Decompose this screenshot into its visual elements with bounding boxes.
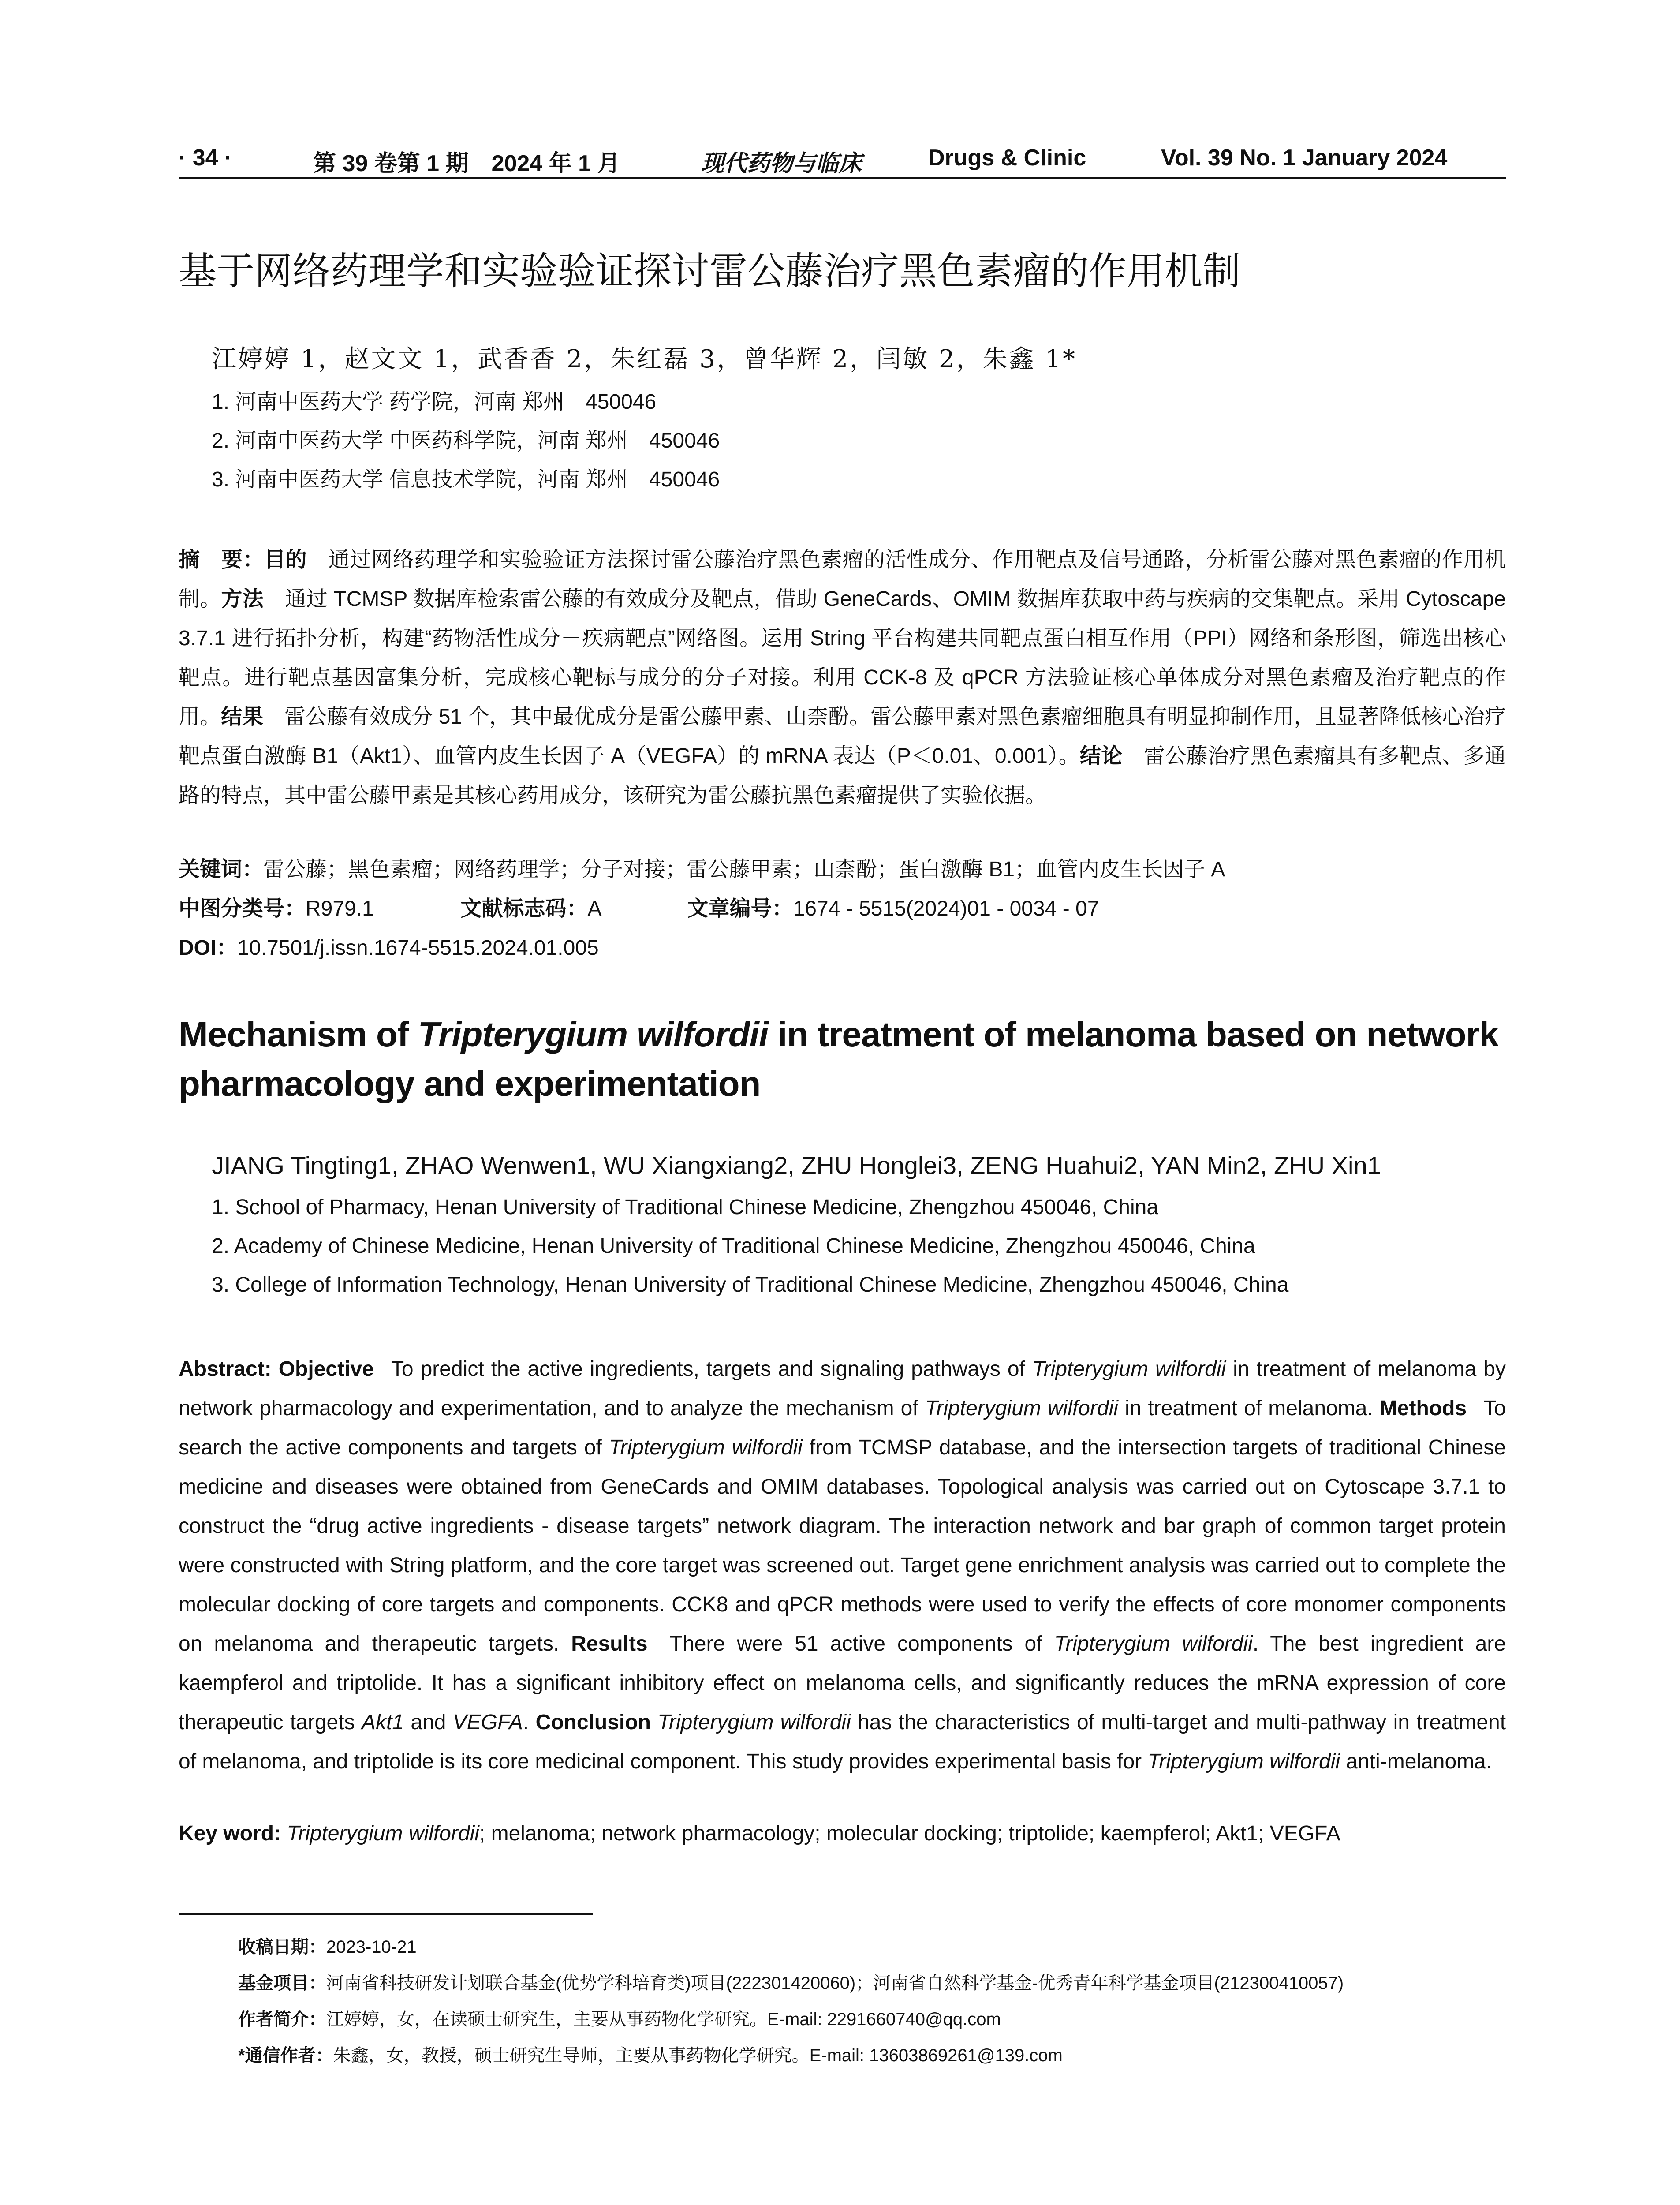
objective-en: To predict the active ingredients, targets and signaling pathways of [391,1357,1025,1381]
methods-cn: 通过 TCMSP 数据库检索雷公藤的有效成分及靶点，借助 GeneCards、OMIM 数据库获取中药与疾病的交集靶点。采用 Cytoscape 3.7.1 进行拓扑分析，构建“药物活性成分－疾病靶点”网络图。运用 String 平台构建共同靶点蛋白相互作用（PPI）网络和条形图，筛选出核心靶点。进行靶点基因富集分析，完成核心靶标与成分的分子对接。利用 CCK-8 及 qPCR 方法验证核心单体成分对黑色素瘤及治疗靶点的作用。 [179,587,1506,729]
conclusion-cn: 雷公藤治疗黑色素瘤具有多靶点、多通路的特点，其中雷公藤甲素是其核心药用成分，该研究为雷公藤抗黑色素瘤提供了实验依据。 [179,744,1506,807]
doi-label: DOI： [179,936,238,960]
species-name: Tripterygium wilfordii [287,1822,479,1845]
methods-cn-label: 方法 [221,587,264,611]
running-header [179,140,1506,189]
clc-label: 中图分类号： [179,897,306,920]
methods-en: To search the active components and targets of [179,1397,1506,1459]
author-bio: 江婷婷，女，在读硕士研究生，主要从事药物化学研究。E-mail: 2291660740@qq.com [326,2010,1001,2029]
species-name: Tripterygium wilfordii [609,1436,803,1459]
results-en: and [411,1711,446,1734]
footnote-author [238,2005,1001,2030]
title-en-species: Tripterygium wilfordii [418,1015,769,1054]
keywords-cn [179,852,1225,882]
species-name: Tripterygium wilfordii [1054,1632,1253,1656]
gene-akt1: Akt1 [361,1711,404,1734]
results-en: . The best ingredient are kaempferol and triptolide. It has a significant inhibitory effect on melanoma cells, and significantly reduces the mRNA expression of core therapeutic targets [179,1632,1506,1734]
results-en-label: Results [571,1632,648,1656]
results-cn: 雷公藤有效成分 51 个，其中最优成分是雷公藤甲素、山柰酚。雷公藤甲素对黑色素瘤细胞具有明显抑制作用，且显著降低核心治疗靶点蛋白激酶 B1（Akt1）、血管内皮生长因子 A（VEGFA）的 mRNA 表达（P＜0.01、0.001）。 [179,705,1506,768]
title-en-part: in treatment of melanoma based on network pharmacology and experimentation [179,1015,1499,1103]
conclusion-cn-label: 结论 [1079,744,1123,768]
received-label: 收稿日期： [238,1937,326,1957]
doc-code-value: A [587,897,601,920]
title-en-part: Mechanism of [179,1015,418,1054]
affiliation-cn-1: 1. 河南中医药大学 药学院，河南 郑州 450046 [212,390,657,414]
gene-vegfa: VEGFA [452,1711,523,1734]
species-name: Tripterygium wilfordii [1147,1750,1340,1773]
abstract-cn-label: 摘 要： [179,548,265,572]
footnote-corresponding [238,2041,1063,2067]
doc-code-label: 文献标志码： [460,897,588,920]
issue-en: Vol. 39 No. 1 January 2024 [1161,145,1448,171]
title-cn: 基于网络药理学和实验验证探讨雷公藤治疗黑色素瘤的作用机制 [179,249,1240,293]
conclusion-en: anti-melanoma. [1346,1750,1492,1773]
objective-cn: 通过网络药理学和实验验证方法探讨雷公藤治疗黑色素瘤的活性成分、作用靶点及信号通路，分析雷公藤对黑色素瘤的作用机制。 [179,548,1506,611]
keywords-en-text: ; melanoma; network pharmacology; molecular docking; triptolide; kaempferol; Akt1; VEGFA [479,1822,1340,1845]
abstract-en: Abstract: Objective To predict the active ingredients, targets and signaling pathways of Tripterygium wilfordii in treatment of melanoma by network pharmacology and experimentation, and to analyze the mechanism of Tripterygium wilfordii in treatment of melanoma. Methods To search the active components and targets of Tripterygium wilfordii from TCMSP database, and the intersection targets of traditional Chinese medicine and diseases were obtained from GeneCards and OMIM databases. Topological analysis was carried out on Cytoscape 3.7.1 to construct the “drug active ingredients - disease targets” network diagram. The interaction network and bar graph of common target protein were constructed with String platform, and the core target was screened out. Target gene enrichment analysis was carried out to complete the molecular docking of core targets and components. CCK8 and qPCR methods were used to verify the effects of core monomer components on melanoma and therapeutic targets. Results There were 51 active components of Tripterygium wilfordii. The best ingredient are kaempferol and triptolide. It has a significant inhibitory effect on melanoma cells, and significantly reduces the mRNA expression of core therapeutic targets Akt1 and VEGFA. Conclusion Tripterygium wilfordii has the characteristics of multi-target and multi-pathway in treatment of melanoma, and triptolide is its core medicinal component. This study provides experimental basis for Tripterygium wilfordii anti-melanoma. [179,1357,1506,1773]
keywords-cn-text: 雷公藤；黑色素瘤；网络药理学；分子对接；雷公藤甲素；山柰酚；蛋白激酶 B1；血管内皮生长因子 A [263,858,1225,881]
objective-cn-label: 目的 [264,548,307,572]
corresponding-label: *通信作者： [238,2046,333,2065]
issue-cn: 第 39 卷第 1 期 2024 年 1 月 [313,151,620,176]
methods-en-label: Methods [1379,1397,1467,1420]
journal-name-cn: 现代药物与临床 [701,150,862,177]
title-en [179,1010,1523,1109]
abstract-en-label: Abstract: [179,1357,272,1381]
species-name: Tripterygium wilfordii [1032,1357,1226,1381]
affiliation-en-1: 1. School of Pharmacy, Henan University of Traditional Chinese Medicine, Zhengzhou 450046, China [212,1196,1158,1219]
objective-en: in treatment of melanoma by network pharmacology and experimentation, and to analyze the mechanism of [179,1357,1506,1420]
results-en: There were 51 active components of [669,1632,1042,1656]
affiliation-en-2: 2. Academy of Chinese Medicine, Henan University of Traditional Chinese Medicine, Zhengzhou 450046, China [212,1234,1255,1258]
footnote-rule [179,1913,593,1915]
doi-value: 10.7501/j.issn.1674-5515.2024.01.005 [237,936,599,960]
keywords-cn-label: 关键词： [179,858,264,881]
article-number-label: 文章编号： [687,897,793,920]
authors-en: JIANG Tingting1, ZHAO Wenwen1, WU Xiangxiang2, ZHU Honglei3, ZENG Huahui2, YAN Min2, ZHU Xin1 [212,1151,1381,1179]
article-number-value: 1674 - 5515(2024)01 - 0034 - 07 [793,897,1099,920]
affiliation-cn-2: 2. 河南中医药大学 中医药科学院，河南 郑州 450046 [212,429,720,452]
corresponding-text: 朱鑫，女，教授，硕士研究生导师，主要从事药物化学研究。E-mail: 13603869261@139.com [333,2046,1063,2065]
fund-label: 基金项目： [238,1973,326,1993]
fund-text: 河南省科技研发计划联合基金(优势学科培育类)项目(222301420060)；河南省自然科学基金-优秀青年科学基金项目(212300410057) [326,1973,1344,1993]
objective-en: in treatment of melanoma. [1125,1397,1373,1420]
species-name: Tripterygium wilfordii [925,1397,1118,1420]
received-date: 2023-10-21 [326,1937,417,1957]
conclusion-en-label: Conclusion [535,1711,651,1734]
header-rule [179,177,1506,179]
affiliation-en-3: 3. College of Information Technology, Henan University of Traditional Chinese Medicine, Zhengzhou 450046, China [212,1273,1289,1297]
clc-value: R979.1 [306,897,374,920]
abstract-cn [179,540,1506,815]
species-name: Tripterygium wilfordii [657,1711,851,1734]
classification-line [179,891,1099,922]
doi-line [179,931,599,961]
author-bio-label: 作者简介： [238,2010,326,2029]
keywords-en-label: Key word: [179,1822,281,1845]
results-cn-label: 结果 [221,705,264,729]
footnote-fund [238,1969,1344,1994]
footnote-received [238,1933,417,1958]
authors-cn: 江婷婷 1，赵文文 1，武香香 2，朱红磊 3，曾华辉 2，闫敏 2，朱鑫 1* [212,345,1077,374]
keywords-en [179,1821,1340,1846]
affiliation-cn-3: 3. 河南中医药大学 信息技术学院，河南 郑州 450046 [212,468,720,491]
objective-en-label: Objective [278,1357,374,1381]
methods-en: from TCMSP database, and the intersection targets of traditional Chinese medicine and diseases were obtained from GeneCards and OMIM databases. Topological analysis was carried out on Cytoscape 3.7.1 to construct the “drug active ingredients - disease targets” network diagram. The interaction network and bar graph of common target protein were constructed with String platform, and the core target was screened out. Target gene enrichment analysis was carried out to complete the molecular docking of core targets and components. CCK8 and qPCR methods were used to verify the effects of core monomer components on melanoma and therapeutic targets. [179,1436,1506,1656]
conclusion-en: has the characteristics of multi-target and multi-pathway in treatment of melanoma, and triptolide is its core medicinal component. This study provides experimental basis for [179,1711,1506,1773]
journal-name-en: Drugs & Clinic [928,145,1086,171]
page-number: · 34 · [179,145,232,171]
